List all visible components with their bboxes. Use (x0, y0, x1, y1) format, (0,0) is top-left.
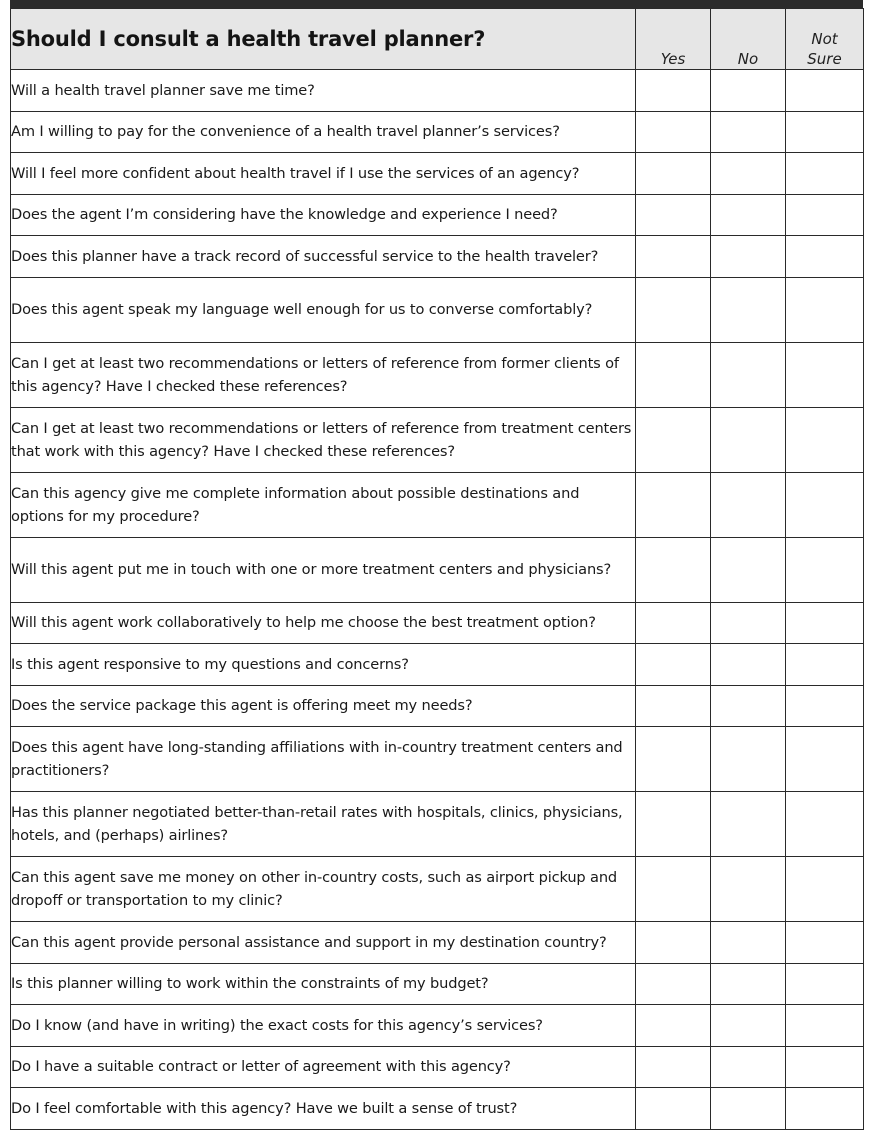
question-text: Does this agent have long-standing affiliations with in-country treatment centers and practitioners? (11, 727, 636, 792)
question-row (11, 602, 864, 644)
not-sure-checkbox[interactable] (786, 111, 864, 153)
question-row (11, 922, 864, 964)
not-sure-checkbox[interactable] (786, 963, 864, 1005)
yes-checkbox[interactable] (636, 153, 711, 195)
no-checkbox[interactable] (711, 602, 786, 644)
yes-checkbox[interactable] (636, 111, 711, 153)
question-row (11, 792, 864, 857)
checklist-title: Should I consult a health travel planner? (11, 9, 636, 70)
not-sure-checkbox[interactable] (786, 537, 864, 602)
no-checkbox[interactable] (711, 153, 786, 195)
yes-checkbox[interactable] (636, 963, 711, 1005)
yes-checkbox[interactable] (636, 236, 711, 278)
not-sure-checkbox[interactable] (786, 1046, 864, 1088)
no-checkbox[interactable] (711, 70, 786, 112)
question-text: Is this agent responsive to my questions and concerns? (11, 644, 636, 686)
no-checkbox[interactable] (711, 644, 786, 686)
yes-checkbox[interactable] (636, 602, 711, 644)
no-checkbox[interactable] (711, 685, 786, 727)
not-sure-checkbox[interactable] (786, 407, 864, 472)
not-sure-checkbox[interactable] (786, 922, 864, 964)
question-row (11, 644, 864, 686)
no-checkbox[interactable] (711, 537, 786, 602)
question-text: Does the agent I’m considering have the knowledge and experience I need? (11, 194, 636, 236)
no-checkbox[interactable] (711, 194, 786, 236)
question-text: Does the service package this agent is offering meet my needs? (11, 685, 636, 727)
question-text: Will this agent work collaboratively to help me choose the best treatment option? (11, 602, 636, 644)
question-text: Will I feel more confident about health travel if I use the services of an agency? (11, 153, 636, 195)
question-row (11, 153, 864, 195)
checklist-table (10, 8, 864, 1130)
question-row (11, 277, 864, 342)
no-checkbox[interactable] (711, 727, 786, 792)
no-checkbox[interactable] (711, 1005, 786, 1047)
question-row (11, 111, 864, 153)
question-row (11, 537, 864, 602)
yes-checkbox[interactable] (636, 70, 711, 112)
question-row (11, 1088, 864, 1130)
not-sure-checkbox[interactable] (786, 153, 864, 195)
no-checkbox[interactable] (711, 472, 786, 537)
question-row (11, 1046, 864, 1088)
not-sure-checkbox[interactable] (786, 857, 864, 922)
question-text: Will this agent put me in touch with one or more treatment centers and physicians? (11, 537, 636, 602)
yes-checkbox[interactable] (636, 792, 711, 857)
question-row (11, 1005, 864, 1047)
no-checkbox[interactable] (711, 111, 786, 153)
not-sure-checkbox[interactable] (786, 685, 864, 727)
top-rule (10, 0, 863, 8)
yes-checkbox[interactable] (636, 407, 711, 472)
no-column-header: No (711, 9, 786, 70)
yes-checkbox[interactable] (636, 472, 711, 537)
yes-checkbox[interactable] (636, 644, 711, 686)
no-checkbox[interactable] (711, 236, 786, 278)
not-sure-checkbox[interactable] (786, 194, 864, 236)
question-text: Do I know (and have in writing) the exact costs for this agency’s services? (11, 1005, 636, 1047)
question-row (11, 407, 864, 472)
no-checkbox[interactable] (711, 857, 786, 922)
no-checkbox[interactable] (711, 922, 786, 964)
question-row (11, 342, 864, 407)
question-text: Do I have a suitable contract or letter of agreement with this agency? (11, 1046, 636, 1088)
not-sure-checkbox[interactable] (786, 236, 864, 278)
not-sure-checkbox[interactable] (786, 70, 864, 112)
question-row (11, 857, 864, 922)
question-text: Can I get at least two recommendations or letters of reference from treatment centers that work with this agency? Have I checked these references? (11, 407, 636, 472)
yes-checkbox[interactable] (636, 727, 711, 792)
yes-checkbox[interactable] (636, 1046, 711, 1088)
yes-checkbox[interactable] (636, 537, 711, 602)
yes-checkbox[interactable] (636, 194, 711, 236)
no-checkbox[interactable] (711, 963, 786, 1005)
no-checkbox[interactable] (711, 407, 786, 472)
not-sure-checkbox[interactable] (786, 1088, 864, 1130)
question-row (11, 194, 864, 236)
not-sure-checkbox[interactable] (786, 1005, 864, 1047)
question-row (11, 727, 864, 792)
question-text: Can this agency give me complete information about possible destinations and options for my procedure? (11, 472, 636, 537)
yes-checkbox[interactable] (636, 1005, 711, 1047)
no-checkbox[interactable] (711, 342, 786, 407)
no-checkbox[interactable] (711, 792, 786, 857)
yes-checkbox[interactable] (636, 277, 711, 342)
not-sure-checkbox[interactable] (786, 727, 864, 792)
question-row (11, 685, 864, 727)
question-row (11, 236, 864, 278)
not-sure-checkbox[interactable] (786, 644, 864, 686)
question-text: Can this agent provide personal assistance and support in my destination country? (11, 922, 636, 964)
yes-checkbox[interactable] (636, 1088, 711, 1130)
no-checkbox[interactable] (711, 1088, 786, 1130)
question-text: Is this planner willing to work within the constraints of my budget? (11, 963, 636, 1005)
yes-checkbox[interactable] (636, 922, 711, 964)
not-sure-checkbox[interactable] (786, 342, 864, 407)
yes-checkbox[interactable] (636, 342, 711, 407)
question-text: Am I willing to pay for the convenience of a health travel planner’s services? (11, 111, 636, 153)
question-row (11, 70, 864, 112)
not-sure-checkbox[interactable] (786, 277, 864, 342)
no-checkbox[interactable] (711, 1046, 786, 1088)
not-sure-column-header: Not Sure (786, 9, 864, 70)
yes-checkbox[interactable] (636, 857, 711, 922)
question-text: Will a health travel planner save me time? (11, 70, 636, 112)
question-text: Does this agent speak my language well enough for us to converse comfortably? (11, 277, 636, 342)
yes-checkbox[interactable] (636, 685, 711, 727)
no-checkbox[interactable] (711, 277, 786, 342)
yes-column-header: Yes (636, 9, 711, 70)
question-text: Does this planner have a track record of successful service to the health traveler? (11, 236, 636, 278)
not-sure-checkbox[interactable] (786, 472, 864, 537)
not-sure-checkbox[interactable] (786, 602, 864, 644)
question-text: Has this planner negotiated better-than-retail rates with hospitals, clinics, physicians, hotels, and (perhaps) airlines? (11, 792, 636, 857)
question-text: Can this agent save me money on other in-country costs, such as airport pickup and dropoff or transportation to my clinic? (11, 857, 636, 922)
question-row (11, 472, 864, 537)
question-row (11, 963, 864, 1005)
question-text: Can I get at least two recommendations or letters of reference from former clients of this agency? Have I checked these references? (11, 342, 636, 407)
question-text: Do I feel comfortable with this agency? Have we built a sense of trust? (11, 1088, 636, 1130)
header-row (11, 9, 864, 70)
not-sure-checkbox[interactable] (786, 792, 864, 857)
